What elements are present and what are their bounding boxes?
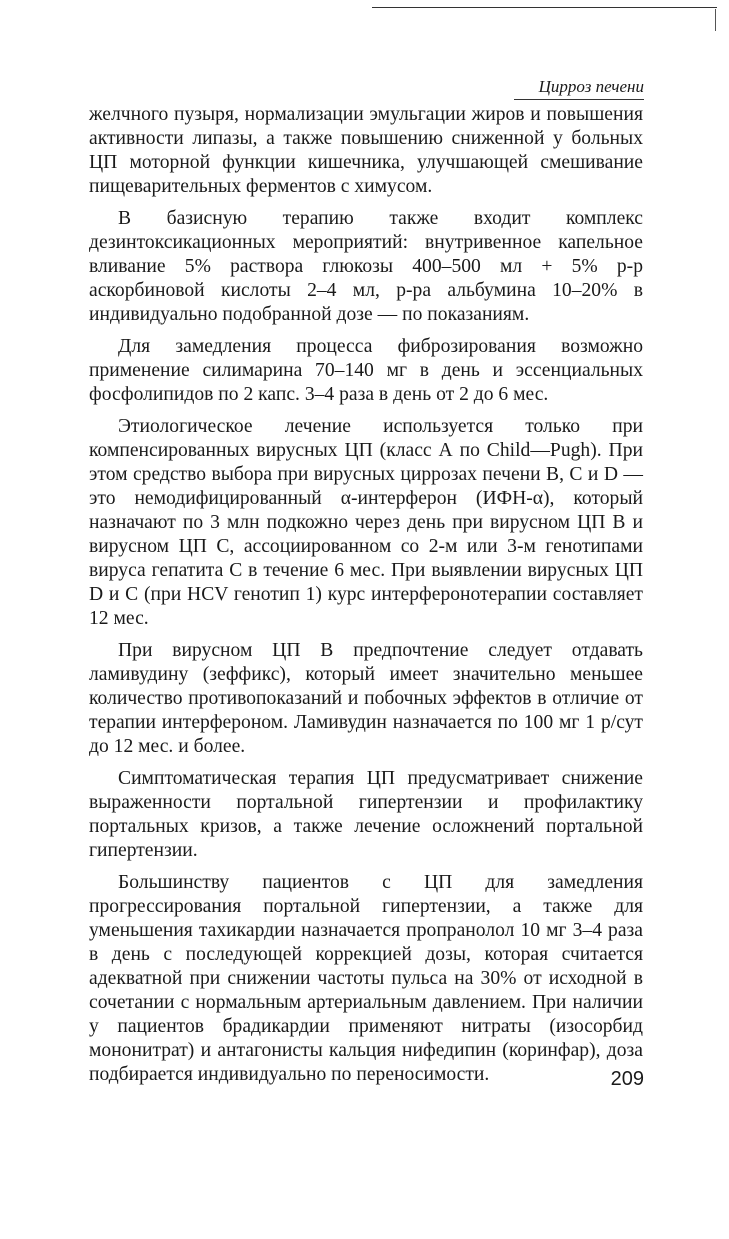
page-number: 209 — [610, 1068, 644, 1090]
page-edge-mark — [715, 9, 716, 31]
running-head-rule — [514, 99, 644, 100]
paragraph-propranolol: Большинству пациентов с ЦП для замедления прогрессирования портальной гипертензии, а также для уменьшения тахикардии назначается пропранолол 10 мг 3–4 раза в день с последующей коррекцией дозы, которая считается адекватной при снижении частоты пульса на 30% от исходной в сочетании с нормальным артериальным давлением. При наличии у пациентов брадикардии применяют нитраты (изосорбид мононитрат) и антагонисты кальция нифедипин (коринфар), доза подбирается индивидуально по переносимости. — [89, 872, 643, 1085]
paragraph-continuation: желчного пузыря, нормализации эмульгации жиров и повышения активности липазы, а также повышению сниженной у больных ЦП моторной функции кишечника, улучшающей смешивание пищеварительных ферментов с химусом. — [89, 104, 643, 197]
top-rule — [372, 7, 717, 8]
paragraph-etiologic-treatment: Этиологическое лечение используется только при компенсированных вирусных ЦП (класс А по Child—Pugh). При этом средство выбора при вирусных циррозах печени В, С и D — это немодифицированный α-интерферон (ИФН-α), который назначают по 3 млн подкожно через день при вирусном ЦП В и вирусном ЦП С, ассоциированном со 2-м или 3-м генотипами вируса гепатита С в течение 6 мес. При выявлении вирусных ЦП D и С (при HCV генотип 1) курс интерферонотерапии составляет 12 мес. — [89, 416, 643, 629]
paragraph-fibrosis: Для замедления процесса фиброзирования возможно применение силимарина 70–140 мг в день и эссенциальных фосфолипидов по 2 капс. 3–4 раза в день от 2 до 6 мес. — [89, 336, 643, 405]
paragraph-lamivudine: При вирусном ЦП В предпочтение следует отдавать ламивудину (зеффикс), который имеет значительно меньшее количество противопоказаний и побочных эффектов в отличие от терапии интерфероном. Ламивудин назначается по 100 мг 1 р/сут до 12 мес. и более. — [89, 640, 643, 757]
page-body — [89, 103, 643, 1087]
paragraph-detox-therapy: В базисную терапию также входит комплекс дезинтоксикационных мероприятий: внутривенное капельное вливание 5% раствора глюкозы 400–500 мл + 5% р-р аскорбиновой кислоты 2–4 мл, р-ра альбумина 10–20% в индивидуально подобранной дозе — по показаниям. — [89, 208, 643, 325]
running-head: Цирроз печени — [538, 77, 644, 96]
paragraph-symptomatic-therapy: Симптоматическая терапия ЦП предусматривает снижение выраженности портальной гипертензии и профилактику портальных кризов, а также лечение осложнений портальной гипертензии. — [89, 768, 643, 861]
